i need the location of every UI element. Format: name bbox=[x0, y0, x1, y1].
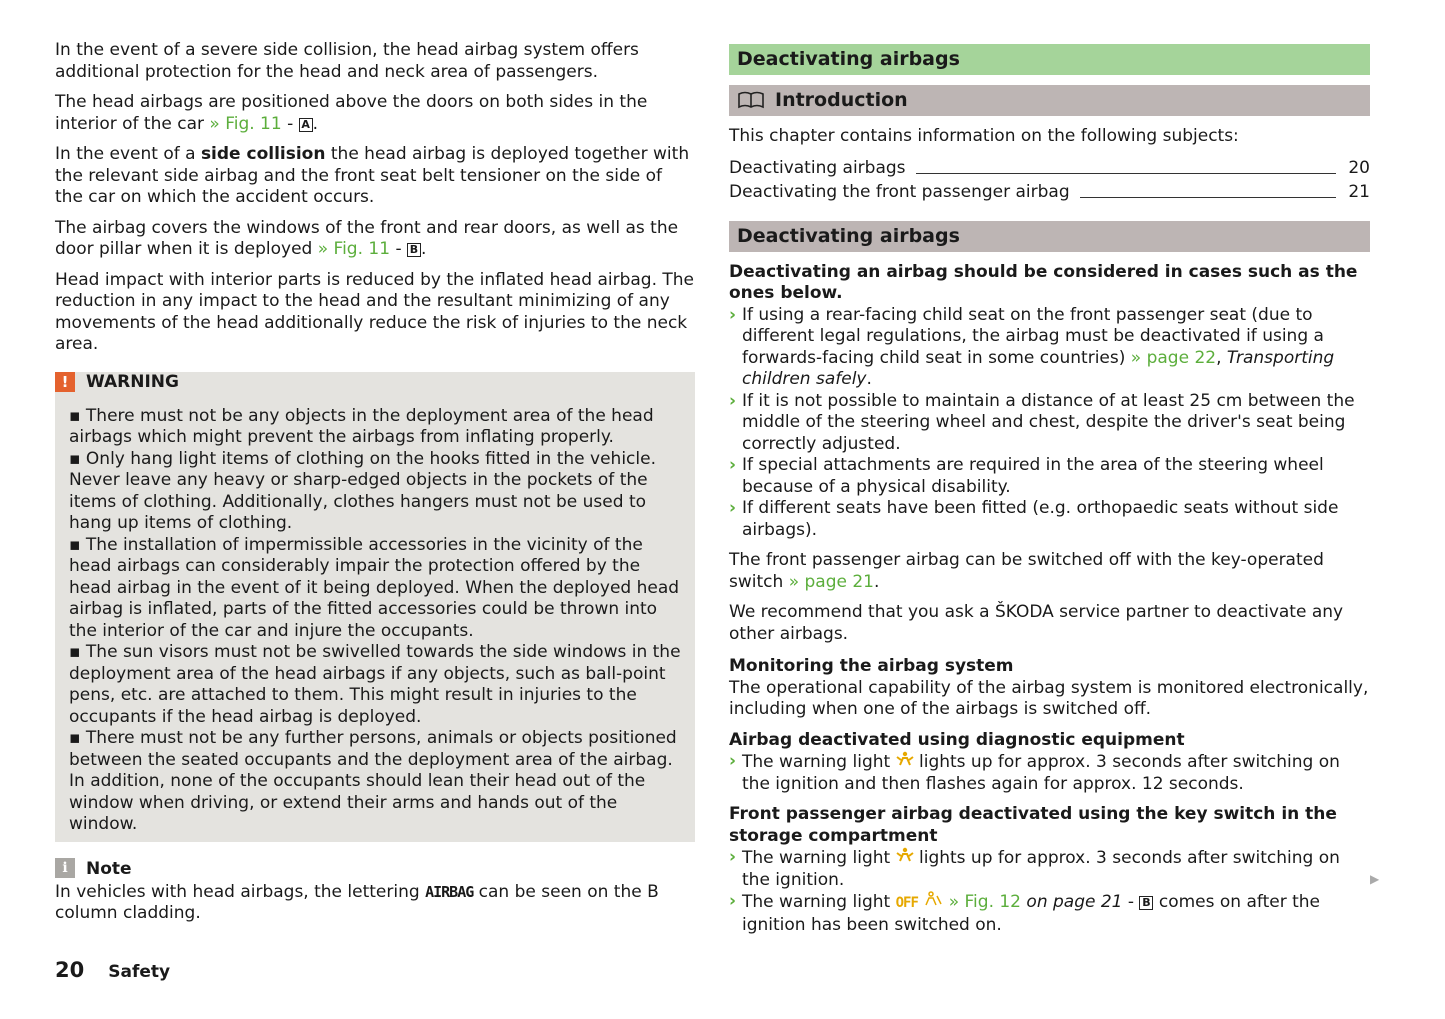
text: , bbox=[1216, 347, 1227, 368]
toc-title[interactable]: Deactivating the front passenger airbag bbox=[729, 182, 1080, 202]
list-item bbox=[729, 847, 1370, 891]
text: . bbox=[421, 239, 427, 259]
chevron-icon: › bbox=[729, 751, 737, 771]
text: - bbox=[281, 113, 299, 134]
note-text bbox=[55, 882, 695, 925]
section-heading: Deactivating airbags bbox=[729, 221, 1370, 252]
fig-label-box: A bbox=[299, 118, 313, 132]
text: can be seen on the B column cladding. bbox=[55, 881, 659, 923]
fig-label-box: B bbox=[407, 243, 421, 257]
warning-item: ▪ There must not be any objects in the deployment area of the head airbags which might prevent the airbags from inflating properly. bbox=[69, 405, 654, 447]
text: If special attachments are required in the area of the steering wheel because of a physical disability. bbox=[742, 455, 1324, 497]
right-column bbox=[729, 40, 1370, 936]
toc-row[interactable] bbox=[729, 156, 1370, 180]
chevron-icon: › bbox=[729, 891, 737, 911]
list-item bbox=[729, 455, 1370, 498]
chevron-icon: › bbox=[729, 390, 737, 411]
text: If using a rear-facing child seat on the front passenger seat (due to different legal regulations, the airbag must be deactivated if using a forwards-facing child seat in some countries) bbox=[742, 304, 1324, 368]
italic-text: Transporting children safely bbox=[742, 347, 1335, 389]
paragraph: In the event of a severe side collision, the head airbag system offers additional protection for the head and neck area of passengers. bbox=[55, 40, 639, 82]
warning-icon: ! bbox=[55, 372, 75, 392]
toc-page: 20 bbox=[1348, 157, 1370, 178]
chevron-icon: › bbox=[729, 498, 737, 518]
passenger-airbag-off-symbol-icon bbox=[923, 892, 943, 912]
paragraph bbox=[55, 144, 695, 209]
text: If different seats have been fitted (e.g. orthopaedic seats without side airbags). bbox=[742, 498, 1339, 540]
text: The warning light bbox=[742, 848, 896, 868]
text: The warning light bbox=[742, 752, 896, 772]
paragraph bbox=[55, 218, 695, 261]
page-footer bbox=[55, 958, 170, 982]
section-name: Safety bbox=[108, 962, 171, 982]
fig-link[interactable]: » Fig. 11 bbox=[317, 239, 391, 259]
text: The airbag covers the windows of the front and rear doors, as well as the door pillar when it is deployed bbox=[55, 217, 679, 259]
text: . bbox=[874, 571, 880, 592]
fig-link[interactable]: » Fig. 12 bbox=[948, 892, 1022, 912]
bold-heading: Front passenger airbag deactivated using the key switch in the storage compartment bbox=[729, 804, 1337, 846]
warning-box bbox=[55, 372, 695, 842]
note-header bbox=[55, 858, 695, 882]
fig-link[interactable]: » Fig. 11 bbox=[209, 113, 282, 134]
airbag-lettering: AIRBAG bbox=[425, 882, 474, 901]
bold-text: side collision bbox=[200, 144, 326, 164]
list-item bbox=[729, 891, 1370, 936]
warning-item: ▪ Only hang light items of clothing on the hooks fitted in the vehicle. Never leave any heavy or sharp-edged objects in the pockets of the items of clothing. Additionally, clothes hangers must not be used to hang up items of clothing. bbox=[69, 448, 656, 533]
page-link[interactable]: » page 21 bbox=[788, 571, 874, 592]
toc-title[interactable]: Deactivating airbags bbox=[729, 158, 916, 178]
text: The head airbags are positioned above the doors on both sides in the interior of the car bbox=[55, 92, 648, 134]
info-icon: i bbox=[55, 858, 75, 878]
note-title: Note bbox=[86, 858, 132, 879]
warning-item: ▪ The installation of impermissible accessories in the vicinity of the head airbags can considerably impair the protection offered by the head airbag in the event of it being deployed. When the deployed head airbag is inflated, parts of the fitted accessories could be thrown into the interior of the car and injure the occupants. bbox=[69, 534, 680, 641]
toc-leader bbox=[905, 173, 1336, 174]
intro-heading bbox=[729, 85, 1370, 116]
toc-leader bbox=[1063, 197, 1336, 198]
list-item bbox=[729, 498, 1370, 541]
airbag-warning-light-icon bbox=[896, 752, 914, 772]
text: the head airbag is deployed together with the relevant side airbag and the front seat belt tensioner on the side of the car on which the accident occurs. bbox=[55, 144, 690, 207]
text: lights up for approx. 3 seconds after switching on the ignition and then flashes again for approx. 12 seconds. bbox=[742, 752, 1340, 794]
chevron-icon: › bbox=[729, 847, 737, 867]
italic-text: on page 21 bbox=[1026, 892, 1123, 912]
text: - bbox=[390, 239, 407, 259]
warning-item: ▪ There must not be any further persons, animals or objects positioned between the seated occupants and the deployment area of the airbag. In addition, none of the occupants should lean their head out of the window when driving, or extend their arms and hands out of the window. bbox=[69, 728, 677, 834]
chevron-icon: › bbox=[729, 455, 737, 475]
paragraph bbox=[55, 92, 695, 135]
text: - bbox=[1122, 892, 1140, 912]
left-column bbox=[55, 40, 695, 934]
list-item bbox=[729, 751, 1370, 795]
text: If it is not possible to maintain a distance of at least 25 cm between the middle of the steering wheel and chest, despite the driver's seat being correctly adjusted. bbox=[742, 390, 1355, 454]
text: lights up for approx. 3 seconds after switching on the ignition. bbox=[742, 848, 1340, 890]
chapter-heading: Deactivating airbags bbox=[729, 44, 1370, 75]
bold-heading: Deactivating an airbag should be considered in cases such as the ones below. bbox=[729, 261, 1358, 303]
paragraph bbox=[729, 550, 1370, 593]
text: . bbox=[312, 113, 319, 134]
intro-title: Introduction bbox=[775, 89, 908, 111]
text: . bbox=[866, 369, 872, 389]
paragraph: The operational capability of the airbag system is monitored electronically, including when one of the airbags is switched off. bbox=[729, 677, 1369, 719]
continue-arrow-icon: ▶ bbox=[1370, 872, 1380, 886]
warning-item: ▪ The sun visors must not be swivelled towards the side windows in the deployment area of the head airbags if any objects, such as ball-point pens, etc. are attached to them. This might result in injuries to the occupants if the head airbag is deployed. bbox=[69, 642, 681, 727]
paragraph: Head impact with interior parts is reduced by the inflated head airbag. The reduction in any impact to the head and the resultant minimizing of any movements of the head additionally reduce the risk of injuries to the neck area. bbox=[55, 269, 695, 354]
book-icon bbox=[737, 88, 765, 119]
warning-title: WARNING bbox=[86, 371, 179, 392]
chevron-icon: › bbox=[729, 304, 737, 325]
fig-label-box: B bbox=[1139, 896, 1153, 910]
text: In the event of a bbox=[55, 144, 201, 164]
text: comes on after the ignition has been switched on. bbox=[742, 892, 1320, 935]
list-item bbox=[729, 391, 1370, 456]
bold-heading: Monitoring the airbag system bbox=[729, 656, 1014, 676]
passenger-airbag-off-icon: OFF bbox=[895, 895, 918, 911]
text: The front passenger airbag can be switched off with the key-operated switch bbox=[729, 550, 1324, 592]
toc-row[interactable] bbox=[729, 180, 1370, 204]
text: The warning light bbox=[742, 892, 896, 912]
bold-heading: Airbag deactivated using diagnostic equipment bbox=[729, 729, 1185, 750]
warning-header bbox=[55, 372, 683, 406]
airbag-warning-light-icon bbox=[896, 848, 914, 868]
intro-text: This chapter contains information on the following subjects: bbox=[729, 126, 1239, 146]
page-number: 20 bbox=[55, 958, 85, 982]
page-link[interactable]: » page 22 bbox=[1130, 347, 1217, 368]
list-item bbox=[729, 305, 1370, 391]
text: In vehicles with head airbags, the lettering bbox=[55, 881, 426, 902]
toc-page: 21 bbox=[1348, 181, 1370, 202]
paragraph: We recommend that you ask a ŠKODA service partner to deactivate any other airbags. bbox=[729, 602, 1344, 644]
